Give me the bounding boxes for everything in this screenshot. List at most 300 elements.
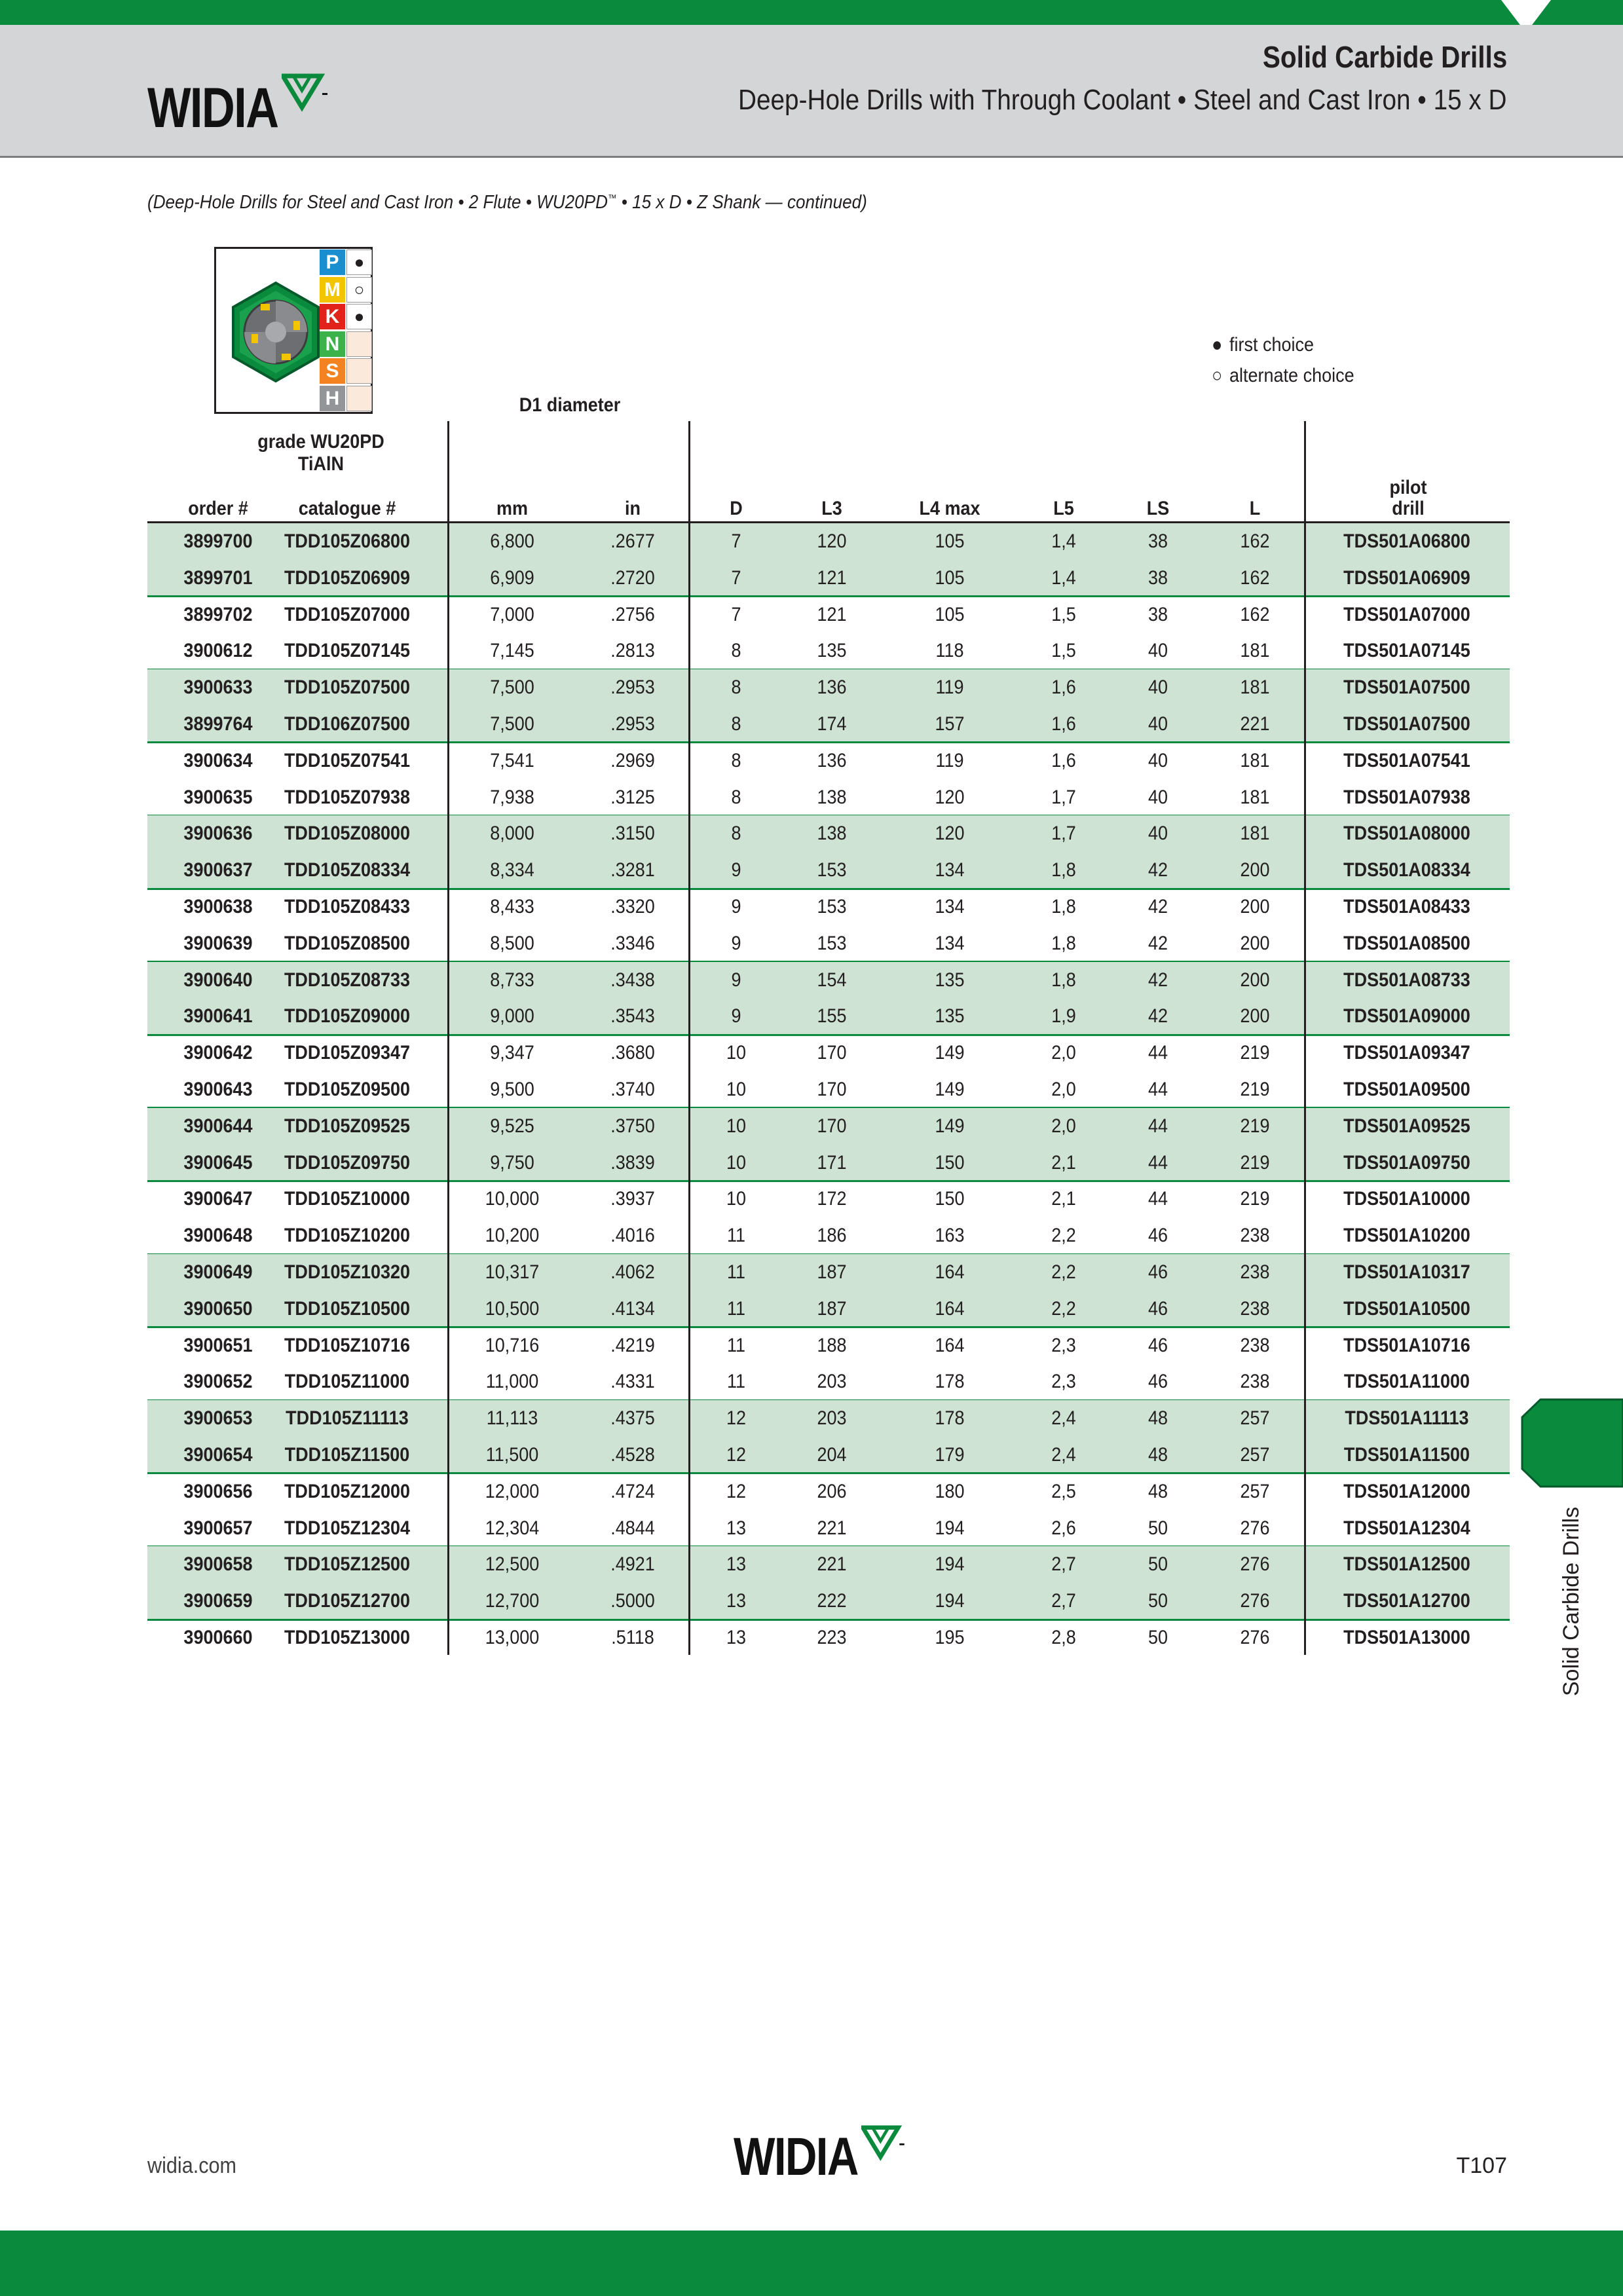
l4-max-header: L4 max [919,498,980,519]
l4-max-value: 149 [935,1079,965,1100]
l3-value: 154 [817,969,847,991]
l3-header: L3 [821,498,842,519]
l3-value: 170 [817,1115,847,1137]
diameter-in: .3320 [610,896,655,917]
d-value: 8 [731,823,741,845]
d-value: 12 [726,1444,747,1466]
ls-value: 46 [1147,1225,1168,1247]
material-suitability-mark: ● [346,250,372,275]
order-number: 3900612 [183,640,253,662]
pilot-drill: TDS501A08433 [1343,896,1470,917]
l5-value: 1,8 [1051,969,1076,991]
l-value: 257 [1240,1444,1270,1466]
inch-header: in [624,498,641,519]
ls-value: 42 [1147,859,1168,881]
l5-value: 2,7 [1051,1553,1076,1576]
diameter-mm: 11,000 [485,1371,539,1393]
diameter-mm: 10,317 [485,1261,540,1283]
d-value: 13 [726,1553,747,1576]
ls-value: 38 [1147,566,1168,589]
l5-value: 2,6 [1051,1517,1076,1539]
catalogue-number: TDD105Z07938 [284,786,411,808]
widia-logo [147,73,329,139]
l3-value: 187 [817,1297,847,1320]
catalogue-number: TDD105Z08500 [284,932,411,954]
l5-value: 1,4 [1051,530,1076,552]
l5-value: 2,0 [1051,1079,1076,1100]
diameter-mm: 11,113 [486,1407,538,1430]
l-value: 162 [1240,603,1270,625]
order-number: 3899702 [183,603,253,625]
material-suitability-mark: ● [346,304,372,329]
l3-value: 172 [817,1188,847,1210]
diameter-in: .4134 [610,1297,655,1320]
pilot-drill: TDS501A09347 [1343,1042,1470,1064]
catalogue-number: TDD105Z08433 [284,896,411,917]
l-value: 200 [1240,969,1270,991]
catalogue-number: TDD105Z07145 [284,640,411,662]
l-value: 219 [1240,1188,1270,1210]
order-number: 3900647 [183,1188,253,1210]
order-number: 3899700 [183,530,253,552]
l3-value: 186 [817,1225,847,1247]
continued-note [147,192,867,213]
order-number: 3900653 [183,1407,253,1430]
l3-value: 187 [817,1261,847,1283]
order-number: 3899701 [183,566,253,589]
pilot-drill: TDS501A07500 [1343,713,1470,735]
l4-max-value: 149 [935,1115,965,1137]
l3-value: 155 [817,1005,847,1028]
grade-label-line2: TiAlN [297,453,345,475]
catalogue-number: TDD105Z06909 [284,566,411,589]
material-letter: M [320,277,345,303]
diameter-in: .3150 [610,823,655,845]
diameter-mm: 8,000 [490,823,534,845]
material-suitability-mark [346,331,372,357]
d-value: 11 [726,1371,746,1393]
material-row [319,276,373,304]
l-value: 238 [1240,1225,1270,1247]
order-number: 3900636 [183,823,253,845]
legend-first-label: first choice [1229,334,1315,356]
l4-max-value: 135 [935,969,965,991]
d-value: 11 [726,1225,746,1247]
material-letter: P [320,250,345,275]
order-number: 3900643 [183,1079,253,1100]
ls-value: 42 [1147,932,1168,954]
order-number: 3900660 [183,1627,253,1648]
l5-value: 1,8 [1051,932,1076,954]
l-value: 219 [1240,1042,1270,1064]
order-number: 3900651 [183,1334,253,1356]
d-value: 10 [726,1079,747,1100]
l4-max-value: 180 [935,1480,965,1502]
l-value: 238 [1240,1371,1270,1393]
diameter-in: .3281 [610,859,655,881]
l-value: 200 [1240,896,1270,917]
d-value: 11 [726,1297,746,1320]
d-value: 10 [726,1115,747,1137]
l-value: 219 [1240,1115,1270,1137]
l5-value: 2,4 [1051,1407,1076,1430]
l4-max-value: 164 [935,1261,965,1283]
order-number: 3900656 [183,1480,253,1502]
l3-value: 170 [817,1042,847,1064]
catalogue-number: TDD105Z10716 [284,1334,411,1356]
l-value: 276 [1240,1590,1270,1612]
ls-value: 38 [1147,530,1168,552]
l4-max-value: 178 [935,1371,965,1393]
pilot-drill: TDS501A09000 [1343,1005,1470,1028]
material-row [319,303,373,331]
pilot-drill: TDS501A06800 [1343,530,1470,552]
diameter-in: .3839 [610,1151,655,1174]
l4-max-value: 105 [935,566,965,589]
catalogue-number: TDD105Z09750 [284,1151,411,1174]
l4-max-value: 135 [935,1005,965,1028]
l5-value: 2,3 [1051,1334,1076,1356]
d-value: 13 [726,1517,747,1539]
pilot-drill: TDS501A07541 [1343,749,1470,771]
l5-value: 2,1 [1051,1151,1076,1174]
ls-value: 40 [1147,786,1168,808]
catalogue-number: TDD105Z11000 [284,1371,410,1393]
catalogue-number: TDD105Z08733 [284,969,411,991]
l5-value: 2,3 [1051,1371,1076,1393]
l3-value: 136 [817,749,847,771]
diameter-mm: 8,433 [490,896,534,917]
catalogue-number: TDD105Z06800 [284,530,411,552]
order-number: 3900645 [183,1151,253,1174]
catalogue-number: TDD105Z09525 [284,1115,411,1137]
l-value: 238 [1240,1261,1270,1283]
d-value: 7 [731,566,741,589]
d-value: 9 [731,1005,741,1028]
l4-max-value: 164 [935,1297,965,1320]
diameter-mm: 9,347 [490,1042,534,1064]
diameter-in: .3438 [610,969,655,991]
diameter-in: .2720 [610,566,655,589]
l4-max-value: 150 [935,1151,965,1174]
catalogue-number: TDD105Z07000 [284,603,411,625]
diameter-mm: 10,200 [485,1225,540,1247]
d-value: 7 [731,603,741,625]
diameter-mm: 10,500 [485,1297,540,1320]
divider-d1-dims [688,421,690,1655]
d-value: 12 [726,1407,747,1430]
diameter-in: .2813 [610,640,655,662]
l5-value: 1,7 [1051,823,1076,845]
d-value: 12 [726,1480,747,1502]
l5-value: 1,8 [1051,859,1076,881]
l5-value: 1,6 [1051,713,1076,735]
l3-value: 153 [817,932,847,954]
l4-max-value: 157 [935,713,965,735]
l3-value: 170 [817,1079,847,1100]
l-header: L [1249,498,1261,519]
pilot-drill: TDS501A07145 [1343,640,1470,662]
diameter-in: .2677 [610,530,655,552]
ls-value: 38 [1147,603,1168,625]
l5-value: 2,8 [1051,1627,1076,1648]
ls-value: 44 [1147,1042,1168,1064]
l3-value: 121 [817,566,847,589]
catalogue-number: TDD105Z11500 [284,1444,410,1466]
l4-max-value: 120 [935,786,965,808]
l5-value: 2,2 [1051,1297,1076,1320]
catalogue-number: TDD105Z09000 [284,1005,411,1028]
order-number: 3899764 [183,713,253,735]
l3-value: 138 [817,823,847,845]
diameter-in: .3740 [610,1079,655,1100]
l3-value: 153 [817,896,847,917]
diameter-in: .2953 [610,713,655,735]
l4-max-value: 134 [935,932,965,954]
l4-max-value: 120 [935,823,965,845]
ls-value: 46 [1147,1371,1168,1393]
filled-circle-icon: ● [1212,334,1223,356]
l4-max-value: 134 [935,859,965,881]
diameter-mm: 7,145 [490,640,534,662]
ls-value: 42 [1147,1005,1168,1028]
l5-value: 2,5 [1051,1480,1076,1502]
diameter-mm: 6,909 [490,566,534,589]
l5-value: 1,9 [1051,1005,1076,1028]
d-value: 13 [726,1590,747,1612]
order-number: 3900650 [183,1297,253,1320]
l4-max-value: 194 [935,1517,965,1539]
l5-value: 2,2 [1051,1225,1076,1247]
l3-value: 203 [817,1407,847,1430]
material-row [319,385,373,413]
diameter-in: .5000 [610,1590,655,1612]
diameter-mm: 8,334 [490,859,534,881]
order-number: 3900642 [183,1042,253,1064]
diameter-mm: 7,500 [490,713,534,735]
l3-value: 121 [817,603,847,625]
trademark-mark: ™ [607,193,617,204]
catalogue-number: TDD105Z07500 [284,676,411,699]
l3-value: 204 [817,1444,847,1466]
divider-grade-d1 [447,421,449,1655]
divider-dims-pilot [1304,421,1306,1655]
order-number: 3900652 [183,1371,253,1393]
ls-value: 42 [1147,896,1168,917]
diameter-mm: 9,500 [490,1079,534,1100]
diameter-mm: 12,000 [485,1480,540,1502]
l5-value: 1,7 [1051,786,1076,808]
d-value: 8 [731,786,741,808]
widia-triangle-icon [282,73,329,113]
page-subtitle: Deep-Hole Drills with Through Coolant • Steel and Cast Iron • 15 x D [738,84,1507,116]
pilot-drill: TDS501A07000 [1343,603,1470,625]
diameter-mm: 9,750 [490,1151,534,1174]
diameter-mm: 12,700 [485,1590,540,1612]
catalogue-number: TDD105Z12000 [284,1480,411,1502]
material-letter: K [320,304,345,329]
pilot-drill: TDS501A10000 [1343,1188,1470,1210]
order-number: 3900654 [183,1444,253,1466]
catalogue-number: TDD105Z12500 [284,1553,411,1576]
pilot-drill: TDS501A10716 [1343,1334,1470,1356]
l-value: 276 [1240,1517,1270,1539]
diameter-in: .3346 [610,932,655,954]
d-value: 11 [726,1261,746,1283]
ls-header: LS [1146,498,1170,519]
pilot-drill: TDS501A11500 [1343,1444,1470,1466]
pilot-label-line1: pilot [1389,477,1427,498]
pilot-drill: TDS501A12000 [1343,1480,1470,1502]
order-number: 3900641 [183,1005,253,1028]
l3-value: 135 [817,640,847,662]
catalogue-number: TDD105Z08000 [284,823,411,845]
diameter-in: .3543 [610,1005,655,1028]
l3-value: 203 [817,1371,847,1393]
l-value: 276 [1240,1553,1270,1576]
l-value: 276 [1240,1627,1270,1648]
l5-value: 1,5 [1051,603,1076,625]
ls-value: 48 [1147,1480,1168,1502]
l3-value: 138 [817,786,847,808]
l3-value: 206 [817,1480,847,1502]
ls-value: 40 [1147,823,1168,845]
catalogue-number: TDD105Z10500 [284,1297,411,1320]
pilot-drill: TDS501A07500 [1343,676,1470,699]
side-tab-label: Solid Carbide Drills [1559,1506,1584,1696]
catalogue-number: TDD105Z09500 [284,1079,411,1100]
material-letter: S [320,358,345,384]
catalogue-number: TDD105Z13000 [284,1627,411,1648]
ls-value: 48 [1147,1407,1168,1430]
l5-value: 1,5 [1051,640,1076,662]
catalogue-number: TDD105Z07541 [284,749,411,771]
diameter-mm: 7,500 [490,676,534,699]
order-number: 3900649 [183,1261,253,1283]
diameter-mm: 6,800 [490,530,534,552]
page-number: T107 [1456,2153,1507,2178]
l4-max-value: 195 [935,1627,965,1648]
ls-value: 40 [1147,676,1168,699]
l-value: 238 [1240,1334,1270,1356]
diameter-mm: 13,000 [485,1627,540,1648]
grade-label-line1: grade WU20PD [257,431,384,453]
catalogue-number: TDD106Z07500 [284,713,411,735]
l5-value: 2,1 [1051,1188,1076,1210]
l-value: 200 [1240,859,1270,881]
order-number: 3900633 [183,676,253,699]
diameter-mm: 10,716 [485,1334,540,1356]
d-header: D [730,498,743,519]
pilot-drill: TDS501A08733 [1343,969,1470,991]
ls-value: 44 [1147,1151,1168,1174]
iso-material-grid [319,249,373,412]
material-row [319,249,373,276]
ls-value: 44 [1147,1079,1168,1100]
d-value: 10 [726,1151,747,1174]
l4-max-value: 150 [935,1188,965,1210]
ls-value: 50 [1147,1517,1168,1539]
diameter-mm: 9,000 [490,1005,534,1028]
diameter-in: .3125 [610,786,655,808]
footer-widia-logo [734,2125,906,2187]
catalogue-number: TDD105Z09347 [284,1042,411,1064]
d-value: 9 [731,969,741,991]
ls-value: 44 [1147,1188,1168,1210]
diameter-mm: 12,304 [485,1517,540,1539]
ls-value: 40 [1147,713,1168,735]
d-value: 11 [726,1334,746,1356]
l4-max-value: 194 [935,1553,965,1576]
pilot-drill: TDS501A11000 [1343,1371,1470,1393]
material-suitability-mark [346,386,372,411]
footer-url[interactable]: widia.com [147,2153,237,2178]
l4-max-value: 178 [935,1407,965,1430]
l5-value: 1,4 [1051,566,1076,589]
diameter-in: .2969 [610,749,655,771]
d-value: 13 [726,1627,747,1648]
diameter-in: .3937 [610,1188,655,1210]
l5-value: 2,2 [1051,1261,1076,1283]
l-value: 181 [1240,786,1270,808]
material-letter: H [320,386,345,411]
l-value: 200 [1240,1005,1270,1028]
l3-value: 136 [817,676,847,699]
l3-value: 221 [817,1517,847,1539]
diameter-mm: 8,500 [490,932,534,954]
pilot-label-line2: drill [1392,498,1425,519]
footer-widia-triangle-icon [861,2125,906,2162]
ls-value: 46 [1147,1297,1168,1320]
ls-value: 42 [1147,969,1168,991]
l4-max-value: 119 [935,749,964,771]
diameter-in: .2953 [610,676,655,699]
l4-max-value: 105 [935,603,965,625]
pilot-drill: TDS501A08500 [1343,932,1470,954]
catalogue-number: TDD105Z10200 [284,1225,411,1247]
l-value: 181 [1240,640,1270,662]
pilot-drill: TDS501A10500 [1343,1297,1470,1320]
pilot-drill: TDS501A08334 [1343,859,1470,881]
l5-value: 1,6 [1051,676,1076,699]
diameter-mm: 11,500 [485,1444,539,1466]
l-value: 181 [1240,749,1270,771]
page-title: Solid Carbide Drills [1262,40,1507,74]
l-value: 257 [1240,1407,1270,1430]
l5-value: 1,8 [1051,896,1076,917]
grade-material-box [214,247,373,414]
l-value: 257 [1240,1480,1270,1502]
order-number: 3900644 [183,1115,253,1137]
diameter-mm: 12,500 [485,1553,540,1576]
l3-value: 223 [817,1627,847,1648]
l4-max-value: 105 [935,530,965,552]
section-side-tab [1521,1398,1623,1488]
diameter-in: .4219 [610,1334,655,1356]
order-number: 3900634 [183,749,253,771]
l3-value: 120 [817,530,847,552]
order-number: 3900659 [183,1590,253,1612]
order-number-header: order # [188,498,248,519]
pilot-drill: TDS501A09750 [1343,1151,1470,1174]
diameter-in: .4331 [610,1371,655,1393]
material-suitability-mark [346,358,372,384]
l-value: 219 [1240,1151,1270,1174]
legend-first-choice [1212,334,1314,356]
open-circle-icon: ○ [1212,365,1223,386]
l4-max-value: 119 [935,676,964,699]
order-number: 3900638 [183,896,253,917]
